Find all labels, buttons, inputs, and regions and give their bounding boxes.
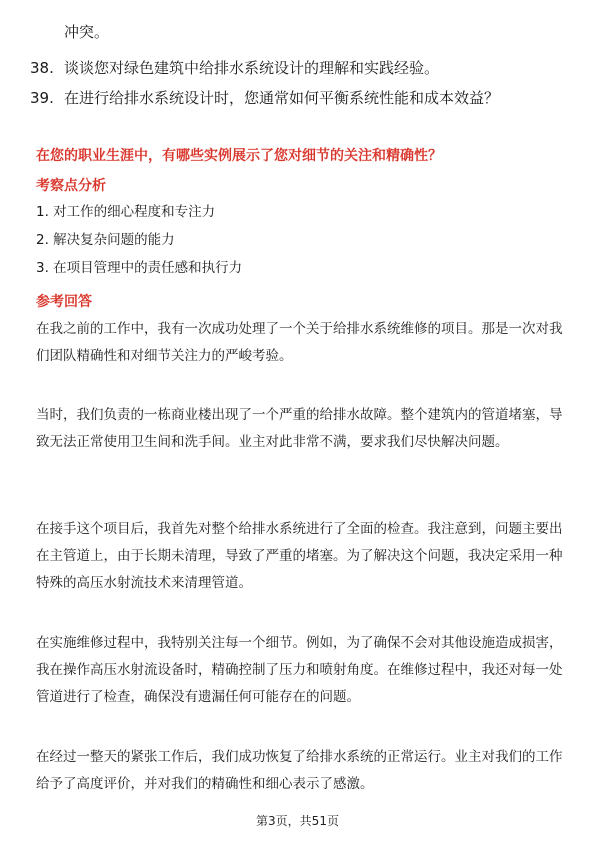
answer-paragraph: 在接手这个项目后，我首先对整个给排水系统进行了全面的检查。我注意到，问题主要出在主管道上，由于长期未清理，导致了严重的堵塞。为了解决这个问题，我决定采用一种特殊的高压水射流技术来清理管道。 [36,521,563,591]
question-text: 谈谈您对绿色建筑中给排水系统设计的理解和实践经验。 [64,59,440,77]
answer-paragraph: 在经过一整天的紧张工作后，我们成功恢复了给排水系统的正常运行。业主对我们的工作给予了高度评价，并对我们的精确性和细心表示了感激。 [36,749,563,792]
analysis-item: 2. 解决复杂问题的能力 [36,232,175,248]
answer-heading: 参考回答 [36,294,92,310]
question-number: 38. [30,59,54,77]
answer-paragraph: 在我之前的工作中，我有一次成功处理了一个关于给排水系统维修的项目。那是一次对我们团队精确性和对细节关注力的严峻考验。 [36,321,563,364]
analysis-heading: 考察点分析 [36,178,106,194]
page-footer: 第3页，共51页 [256,814,339,828]
answer-paragraph: 在实施维修过程中，我特别关注每一个细节。例如，为了确保不会对其他设施造成损害，我在操作高压水射流设备时，精确控制了压力和喷射角度。在维修过程中，我还对每一处管道进行了检查，确保没有遗漏任何可能存在的问题。 [36,635,563,705]
question-text: 在进行给排水系统设计时，您通常如何平衡系统性能和成本效益？ [64,89,500,107]
answer-paragraph: 当时，我们负责的一栋商业楼出现了一个严重的给排水故障。整个建筑内的管道堵塞，导致无法正常使用卫生间和洗手间。业主对此非常不满，要求我们尽快解决问题。 [36,407,563,450]
section-question: 在您的职业生涯中，有哪些实例展示了您对细节的关注和精确性？ [36,148,442,164]
analysis-item: 3. 在项目管理中的责任感和执行力 [36,260,243,276]
question-number: 39. [30,89,54,107]
analysis-item: 1. 对工作的细心程度和专注力 [36,204,216,220]
continuation-text: 冲突。 [64,23,110,41]
